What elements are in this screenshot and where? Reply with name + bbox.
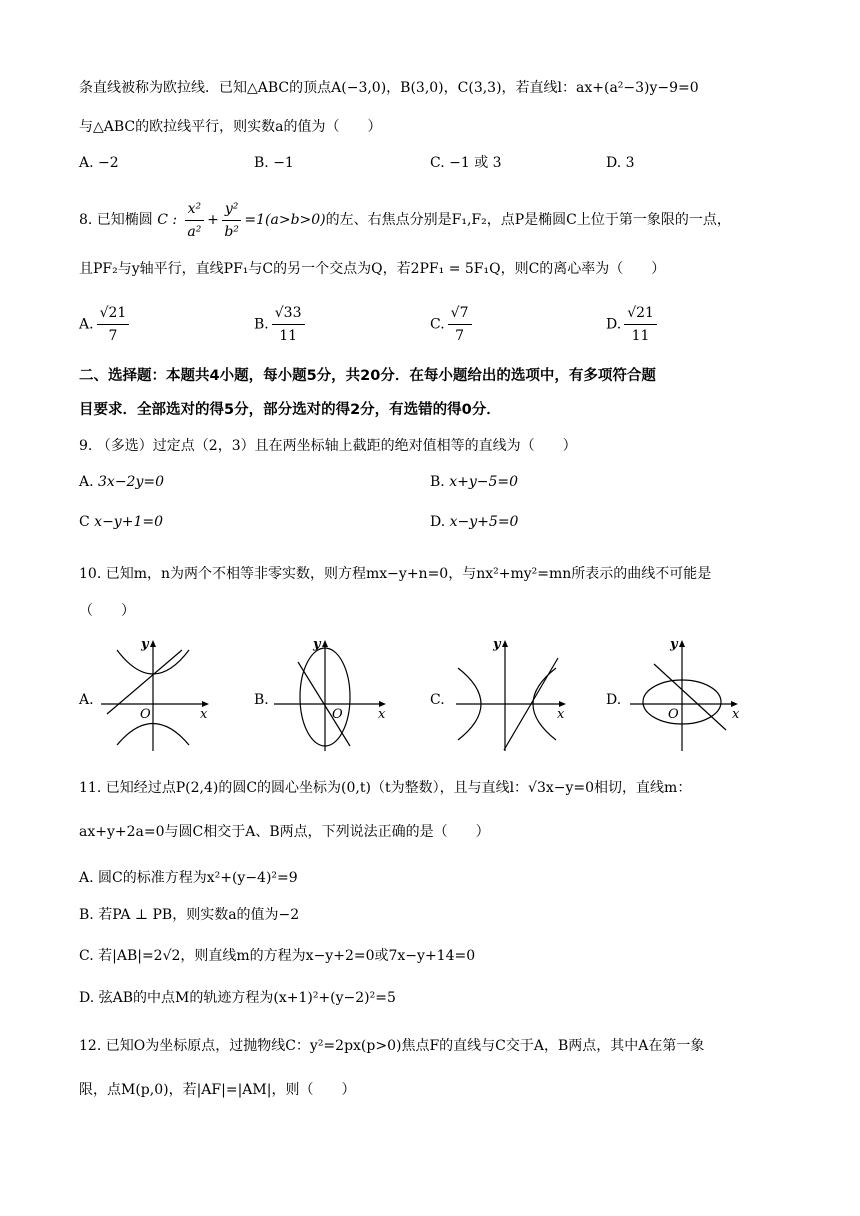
option-label: A. [79,155,94,171]
q11-option-a[interactable]: A. 圆C的标准方程为x²+(y−4)²=9 [79,870,298,886]
section2-heading-line2: 目要求．全部选对的得5分，部分选对的得2分，有选错的得0分． [79,402,501,418]
q11-option-d[interactable]: D. 弦AB的中点M的轨迹方程为(x+1)²+(y−2)²=5 [79,990,396,1006]
q7-option-a[interactable] [79,153,119,173]
option-label: C. [430,155,445,171]
q11-option-c[interactable]: C. 若|AB|=2√2，则直线m的方程为x−y+2=0或7x−y+14=0 [79,948,476,964]
q10-figure-c[interactable] [452,630,582,752]
option-fraction: $\frac{√33}{11}$ [272,302,305,347]
ellipse-line-graph-d [624,630,754,752]
q10-option-b-label[interactable]: B. [254,692,269,708]
q10-stem: 10. 已知m，n为两个不相等非零实数，则方程mx−y+n=0，与nx²+my²=mn所表示的曲线不可能是 [79,566,712,582]
q8-option-c[interactable] [430,302,475,347]
option-fraction: $\frac{√21}{7}$ [97,302,130,347]
option-text: −1 或 3 [449,155,502,171]
q8-eq-right: =1(a>b>0) [244,212,326,228]
q11-line2: ax+y+2a=0与圆C相交于A、B两点，下列说法正确的是（ ） [79,824,490,840]
option-label: B. [430,474,445,490]
q7-option-d[interactable] [606,153,635,173]
svg-text:O: O [140,707,151,722]
q8-line1: 8. 已知椭圆 C : $\frac{\text{x²}}{\text{a²}}$ + $\frac{\text{y²}}{\text{b²}}$ =1(a>b>0)的左、右焦点分别是F₁,F₂，点P是椭圆C上位于第一象限的一点， [79,196,731,244]
q9-stem: 9. （多选）过定点（2，3）且在两坐标轴上截距的绝对值相等的直线为（ ） [79,438,577,454]
svg-text:y: y [670,637,678,652]
svg-text:y: y [493,637,501,652]
q10-option-c-label[interactable]: C. [430,692,445,708]
q8-option-b[interactable] [254,302,308,347]
option-fraction: $\frac{√21}{11}$ [624,302,657,347]
q10-stem-paren: （ ） [79,603,135,619]
q8-line2: 且PF₂与y轴平行，直线PF₁与C的另一个交点为Q，若2PF₁ = 5F₁Q，则C的离心率为（ ） [79,261,666,277]
q7-line2: 与△ABC的欧拉线平行，则实数a的值为（ ） [79,119,382,135]
option-text: x+y−5=0 [449,474,519,490]
q11-option-b[interactable]: B. 若PA ⊥ PB，则实数a的值为−2 [79,907,300,923]
option-text: −1 [273,155,294,171]
q9-option-d[interactable] [430,512,518,532]
q10-figure-d[interactable] [624,630,754,752]
option-label: B. [254,155,269,171]
option-label: D. [606,155,622,171]
svg-text:x: x [732,707,740,722]
ellipse-line-graph [270,630,400,752]
q11-line1: 11. 已知经过点P(2,4)的圆C的圆心坐标为(0,t)（t为整数），且与直线l：√3x−y=0相切，直线m： [79,780,692,796]
option-label: D. [430,514,446,530]
option-label: B. [254,316,269,333]
option-text: −2 [98,155,119,171]
q7-option-b[interactable] [254,153,294,173]
option-text: 3x−2y=0 [98,474,165,490]
q7-line1: 条直线被称为欧拉线．已知△ABC的顶点A(−3,0)，B(3,0)，C(3,3)，若直线l：ax+(a²−3)y−9=0 [79,80,699,96]
option-text: x−y+5=0 [449,514,519,530]
option-label: A. [79,316,94,333]
q12-line1: 12. 已知O为坐标原点，过抛物线C：y²=2px(p>0)焦点F的直线与C交于A，B两点，其中A在第一象 [79,1038,705,1054]
q8-suffix: 的左、右焦点分别是F₁,F₂，点P是椭圆C上位于第一象限的一点， [325,212,731,228]
svg-text:x: x [378,707,386,722]
q9-option-c[interactable] [79,512,163,532]
svg-text:y: y [141,637,149,652]
q10-option-d-label[interactable]: D. [606,692,622,708]
svg-text:O: O [332,707,343,722]
q10-option-a-label[interactable]: A. [79,692,94,708]
hyperbola-graph [97,630,227,752]
q8-option-a[interactable] [79,302,132,347]
option-label: C. [430,316,445,333]
q8-eq-left: C : [157,212,178,228]
q10-figure-b[interactable] [270,630,400,752]
q9-option-b[interactable] [430,472,518,492]
section2-heading-line1: 二、选择题：本题共4小题，每小题5分，共20分．在每小题给出的选项中，有多项符合题 [79,368,656,384]
q8-frac-x: $\frac{\text{x²}}{\text{a²}}$ [185,198,205,243]
q9-option-a[interactable] [79,472,164,492]
q8-prefix: 8. 已知椭圆 [79,212,153,228]
svg-text:y: y [313,637,321,652]
q12-line2: 限，点M(p,0)，若|AF|=|AM|，则（ ） [79,1082,356,1098]
option-label: C [79,514,90,530]
q8-frac-y: $\frac{\text{y²}}{\text{b²}}$ [222,198,242,243]
option-label: A. [79,474,94,490]
option-fraction: $\frac{√7}{7}$ [448,302,472,347]
hyperbola-line-graph [452,630,582,752]
q7-option-c[interactable] [430,153,502,173]
q8-option-d[interactable] [606,302,660,347]
option-text: x−y+1=0 [94,514,163,530]
svg-text:O: O [668,707,679,722]
option-text: 3 [625,155,635,171]
svg-text:x: x [557,707,565,722]
q10-figure-a[interactable] [97,630,227,752]
svg-text:x: x [200,707,208,722]
option-label: D. [606,316,622,333]
